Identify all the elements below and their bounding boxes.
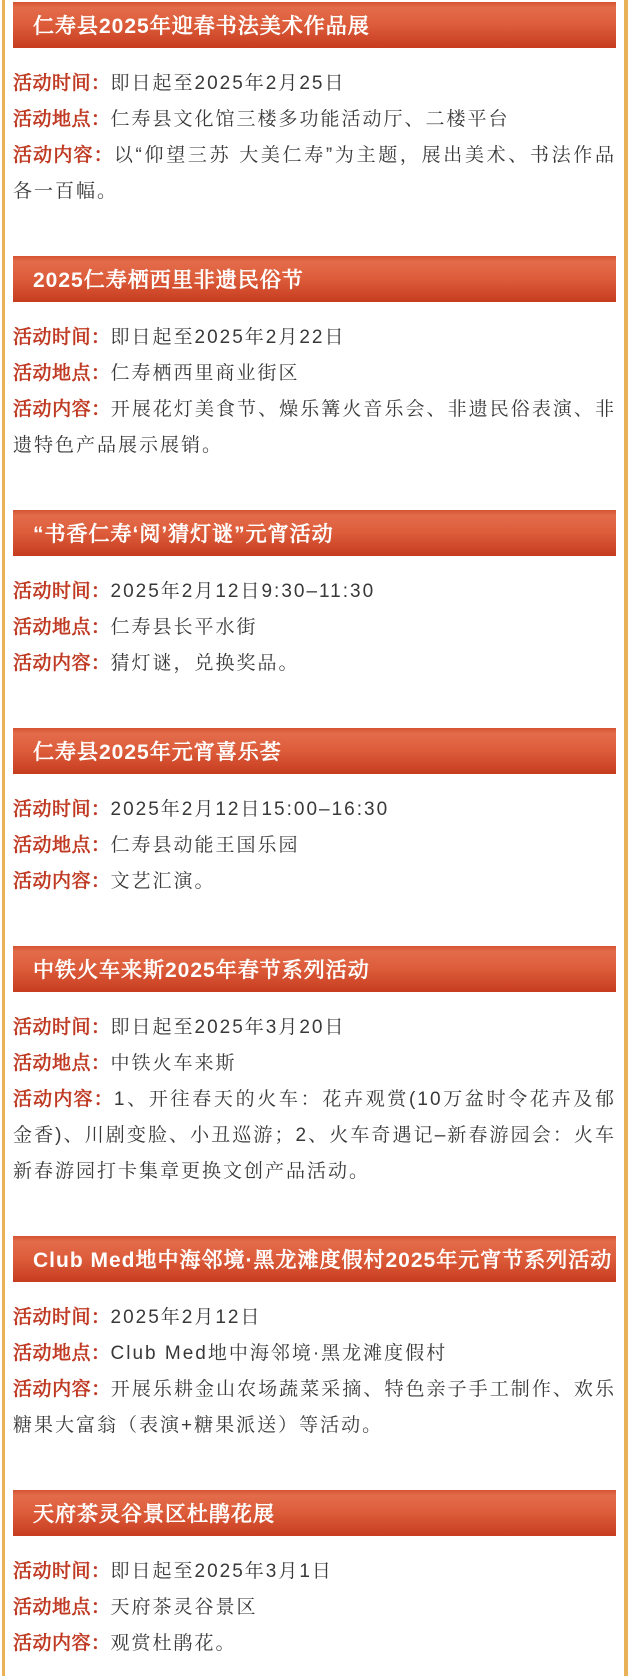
- field-label-time: 活动时间：: [13, 73, 111, 94]
- field-label-content: 活动内容：: [13, 399, 111, 420]
- event-title: 天府茶灵谷景区杜鹃花展: [33, 1503, 275, 1526]
- field-value-time: 即日起至2025年3月1日: [110, 1561, 333, 1582]
- event-field-location: [13, 610, 616, 646]
- event-header-bar: [13, 510, 616, 556]
- event-details: [13, 574, 616, 682]
- event-title: 中铁火车来斯2025年春节系列活动: [33, 959, 370, 982]
- event-field-content: [13, 864, 616, 900]
- event-field-time: [13, 66, 616, 102]
- event-field-location: [13, 1336, 616, 1372]
- field-label-location: 活动地点：: [13, 109, 111, 130]
- field-value-content: 猜灯谜，兑换奖品。: [110, 653, 300, 674]
- field-value-location: 仁寿县长平水街: [110, 617, 258, 638]
- field-label-time: 活动时间：: [13, 327, 111, 348]
- field-value-content: 开展乐耕金山农场蔬菜采摘、特色亲子手工制作、欢乐糖果大富翁（表演+糖果派送）等活动。: [13, 1379, 616, 1436]
- event-field-location: [13, 102, 616, 138]
- event-header-bar: [13, 946, 616, 992]
- field-value-time: 2025年2月12日9:30–11:30: [110, 581, 376, 602]
- field-value-location: 中铁火车来斯: [110, 1053, 237, 1074]
- field-label-content: 活动内容：: [13, 1089, 114, 1110]
- field-value-time: 即日起至2025年2月22日: [110, 327, 346, 348]
- field-value-location: Club Med地中海邻境·黑龙滩度假村: [110, 1343, 448, 1364]
- field-label-location: 活动地点：: [13, 617, 111, 638]
- event-field-content: [13, 138, 616, 210]
- event-details: [13, 792, 616, 900]
- field-label-time: 活动时间：: [13, 1017, 111, 1038]
- event-section: [13, 2, 616, 210]
- event-section: [13, 728, 616, 900]
- event-field-location: [13, 356, 616, 392]
- field-label-time: 活动时间：: [13, 1307, 111, 1328]
- event-field-time: [13, 1300, 616, 1336]
- event-field-content: [13, 392, 616, 464]
- field-label-location: 活动地点：: [13, 363, 111, 384]
- field-value-time: 2025年2月12日: [110, 1307, 262, 1328]
- field-value-time: 2025年2月12日15:00–16:30: [110, 799, 390, 820]
- event-details: [13, 1554, 616, 1662]
- field-label-content: 活动内容：: [13, 871, 111, 892]
- field-value-content: 以“仰望三苏 大美仁寿”为主题，展出美术、书法作品各一百幅。: [13, 145, 616, 202]
- event-field-time: [13, 792, 616, 828]
- event-field-location: [13, 828, 616, 864]
- field-label-location: 活动地点：: [13, 1597, 111, 1618]
- field-label-content: 活动内容：: [13, 1633, 111, 1654]
- event-field-content: [13, 646, 616, 682]
- field-value-time: 即日起至2025年2月25日: [110, 73, 346, 94]
- event-header-bar: [13, 1236, 616, 1282]
- event-details: [13, 1010, 616, 1190]
- field-label-time: 活动时间：: [13, 799, 111, 820]
- event-header-bar: [13, 2, 616, 48]
- event-field-location: [13, 1046, 616, 1082]
- event-field-content: [13, 1372, 616, 1444]
- event-details: [13, 66, 616, 210]
- event-field-time: [13, 574, 616, 610]
- article-page: [2, 0, 628, 1676]
- field-label-location: 活动地点：: [13, 835, 111, 856]
- event-details: [13, 1300, 616, 1444]
- field-label-time: 活动时间：: [13, 581, 111, 602]
- field-value-content: 观赏杜鹃花。: [110, 1633, 237, 1654]
- field-value-content: 1、开往春天的火车：花卉观赏(10万盆时令花卉及郁金香)、川剧变脸、小丑巡游；2、火车奇遇记–新春游园会：火车新春游园打卡集章更换文创产品活动。: [13, 1089, 616, 1182]
- field-value-location: 仁寿县文化馆三楼多功能活动厅、二楼平台: [110, 109, 510, 130]
- event-header-bar: [13, 1490, 616, 1536]
- event-field-time: [13, 1010, 616, 1046]
- event-field-time: [13, 320, 616, 356]
- event-header-bar: [13, 256, 616, 302]
- field-label-time: 活动时间：: [13, 1561, 111, 1582]
- field-label-content: 活动内容：: [13, 653, 111, 674]
- event-title: 仁寿县2025年元宵喜乐荟: [33, 741, 282, 764]
- event-title: 2025仁寿栖西里非遗民俗节: [33, 269, 304, 292]
- event-section: [13, 946, 616, 1190]
- field-value-content: 文艺汇演。: [110, 871, 216, 892]
- field-value-location: 仁寿县动能王国乐园: [110, 835, 300, 856]
- event-field-content: [13, 1082, 616, 1190]
- event-section: [13, 1490, 616, 1662]
- field-value-location: 天府茶灵谷景区: [110, 1597, 258, 1618]
- field-label-content: 活动内容：: [13, 1379, 111, 1400]
- event-section: [13, 510, 616, 682]
- event-field-content: [13, 1626, 616, 1662]
- event-title: Club Med地中海邻境·黑龙滩度假村2025年元宵节系列活动: [33, 1249, 613, 1272]
- event-field-time: [13, 1554, 616, 1590]
- field-label-location: 活动地点：: [13, 1053, 111, 1074]
- event-field-location: [13, 1590, 616, 1626]
- field-label-content: 活动内容：: [13, 145, 114, 166]
- event-section: [13, 256, 616, 464]
- event-title: “书香仁寿‘阅’猜灯谜”元宵活动: [33, 523, 334, 546]
- event-title: 仁寿县2025年迎春书法美术作品展: [33, 15, 370, 38]
- field-value-content: 开展花灯美食节、燥乐篝火音乐会、非遗民俗表演、非遗特色产品展示展销。: [13, 399, 616, 456]
- event-section: [13, 1236, 616, 1444]
- field-value-location: 仁寿栖西里商业街区: [110, 363, 300, 384]
- field-label-location: 活动地点：: [13, 1343, 111, 1364]
- event-details: [13, 320, 616, 464]
- field-value-time: 即日起至2025年3月20日: [110, 1017, 346, 1038]
- event-header-bar: [13, 728, 616, 774]
